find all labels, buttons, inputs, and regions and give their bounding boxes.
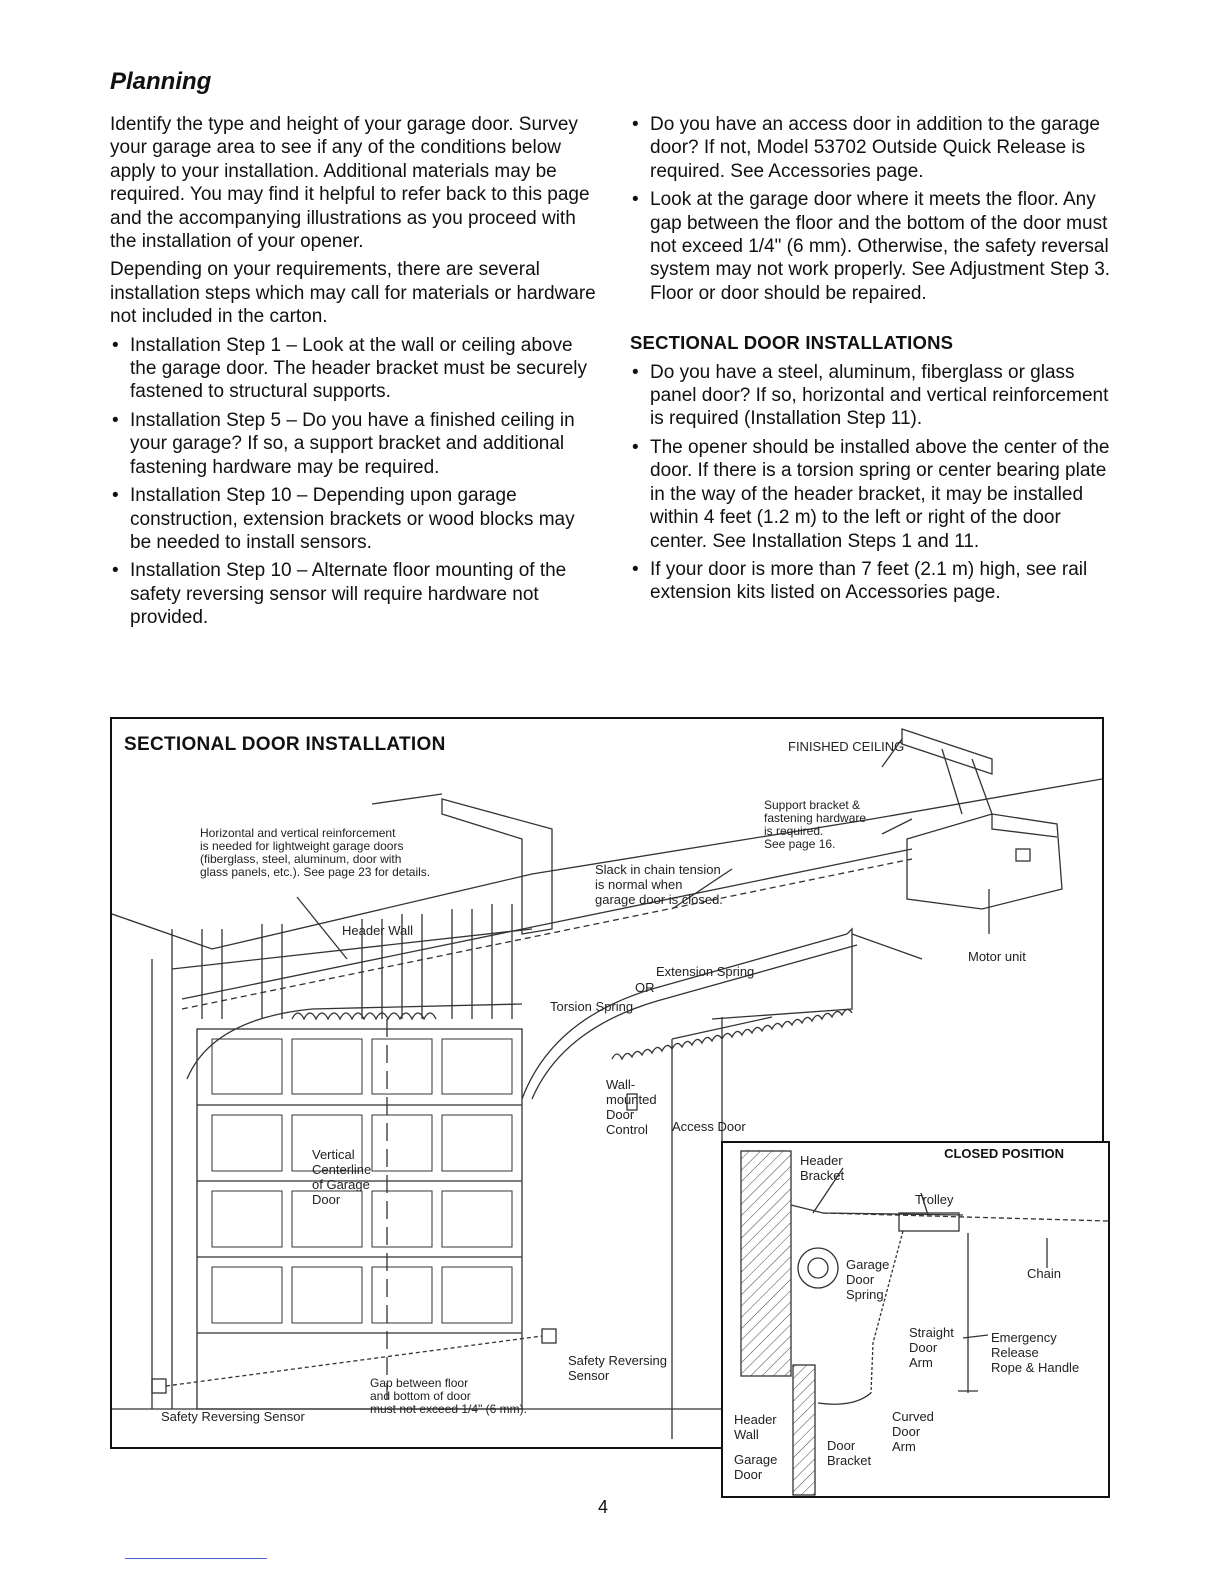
extension-spring-label: Extension Spring [656, 964, 755, 979]
requirements-paragraph: Depending on your requirements, there are several installation steps which may call for materials or hardware not included in the carton. [110, 259, 596, 328]
finished-ceiling-label: FINISHED CEILING [788, 739, 905, 754]
gap-note: Gap between floor and bottom of door must not exceed 1/4" (6 mm). [370, 1376, 527, 1416]
list-item: • Look at the garage door where it meets the floor. Any gap between the floor and the bottom of the door must not exceed 1/4" (6 mm). Otherwise, the safety reversal system may not work properly. See Adjustment Step 3. Floor or door should be repaired. [630, 188, 1120, 305]
section-heading: SECTIONAL DOOR INSTALLATIONS [630, 332, 954, 354]
list-item: • Installation Step 10 – Depending upon garage construction, extension brackets or wood blocks may be needed to install sensors. [110, 484, 600, 554]
garage-door-label: Garage Door [734, 1452, 778, 1482]
closed-position-inset [721, 1141, 1110, 1498]
list-item: • Installation Step 5 – Do you have a finished ceiling in your garage? If so, a support bracket and additional fastening hardware may be required. [110, 409, 600, 479]
reinforcement-note: Horizontal and vertical reinforcement is needed for lightweight garage doors (fiberglass, steel, aluminum, door with glass panels, etc.). See page 23 for details. [200, 826, 431, 879]
straight-arm-label: Straight Door Arm [909, 1325, 954, 1370]
support-bracket-label: Support bracket & fastening hardware is required. See page 16. [764, 798, 867, 851]
curved-arm-label: Curved Door Arm [892, 1409, 934, 1454]
or-label: OR [635, 980, 655, 995]
door-checklist [630, 113, 1120, 305]
chain-label: Chain [1027, 1266, 1061, 1281]
inset-title: CLOSED POSITION [944, 1146, 1064, 1161]
list-item: • The opener should be installed above the center of the door. If there is a torsion spring or center bearing plate in the way of the header bracket, it may be installed within 4 feet (1.2 m) to the left or right of the door center. See Installation Steps 1 and 11. [630, 436, 1120, 553]
left-column [110, 113, 600, 635]
safety-sensor-label: Safety Reversing Sensor [161, 1409, 305, 1424]
emergency-release-label: Emergency Release Rope & Handle [991, 1330, 1080, 1375]
motor-unit-label: Motor unit [968, 949, 1026, 964]
header-wall-label: Header Wall [342, 923, 414, 938]
header-bracket-label: Header Bracket [800, 1153, 845, 1183]
footer-rule [125, 1558, 267, 1559]
list-item: • Installation Step 1 – Look at the wall or ceiling above the garage door. The header bracket must be securely fastened to structural supports. [110, 334, 600, 404]
wall-control-label: Wall- mounted Door Control [606, 1077, 657, 1137]
slack-chain-note: Slack in chain tension is normal when garage door is closed. [595, 862, 723, 907]
installation-step-list [110, 334, 600, 630]
list-item: • If your door is more than 7 feet (2.1 m) high, see rail extension kits listed on Accessories page. [630, 558, 1120, 605]
intro-paragraph: Identify the type and height of your garage door. Survey your garage area to see if any of the conditions below apply to your installation. Additional materials may be required. You may find it helpful to refer back to this page and the accompanying illustrations as you proceed with the installation of your opener. [110, 114, 590, 253]
door-bracket-label: Door Bracket [827, 1438, 872, 1468]
list-item: • Do you have an access door in addition to the garage door? If not, Model 53702 Outside Quick Release is required. See Accessories page. [630, 113, 1120, 183]
right-column [630, 113, 1120, 610]
page-number: 4 [598, 1497, 609, 1517]
torsion-spring-label: Torsion Spring [550, 999, 634, 1014]
safety-sensor-label: Safety Reversing Sensor [568, 1353, 667, 1383]
access-door-label: Access Door [672, 1119, 746, 1134]
sectional-door-list [630, 361, 1120, 605]
trolley-label: Trolley [915, 1192, 954, 1207]
list-item: • Do you have a steel, aluminum, fiberglass or glass panel door? If so, horizontal and vertical reinforcement is required (Installation Step 11). [630, 361, 1120, 431]
vertical-centerline-label: Vertical Centerline of Garage Door [312, 1147, 372, 1207]
figure-title: SECTIONAL DOOR INSTALLATION [124, 734, 446, 755]
page-title: Planning [110, 68, 212, 95]
header-wall-label: Header Wall [734, 1412, 777, 1442]
list-item: • Installation Step 10 – Alternate floor mounting of the safety reversing sensor will require hardware not provided. [110, 559, 600, 629]
garage-door-spring-label: Garage Door Spring [846, 1257, 890, 1302]
